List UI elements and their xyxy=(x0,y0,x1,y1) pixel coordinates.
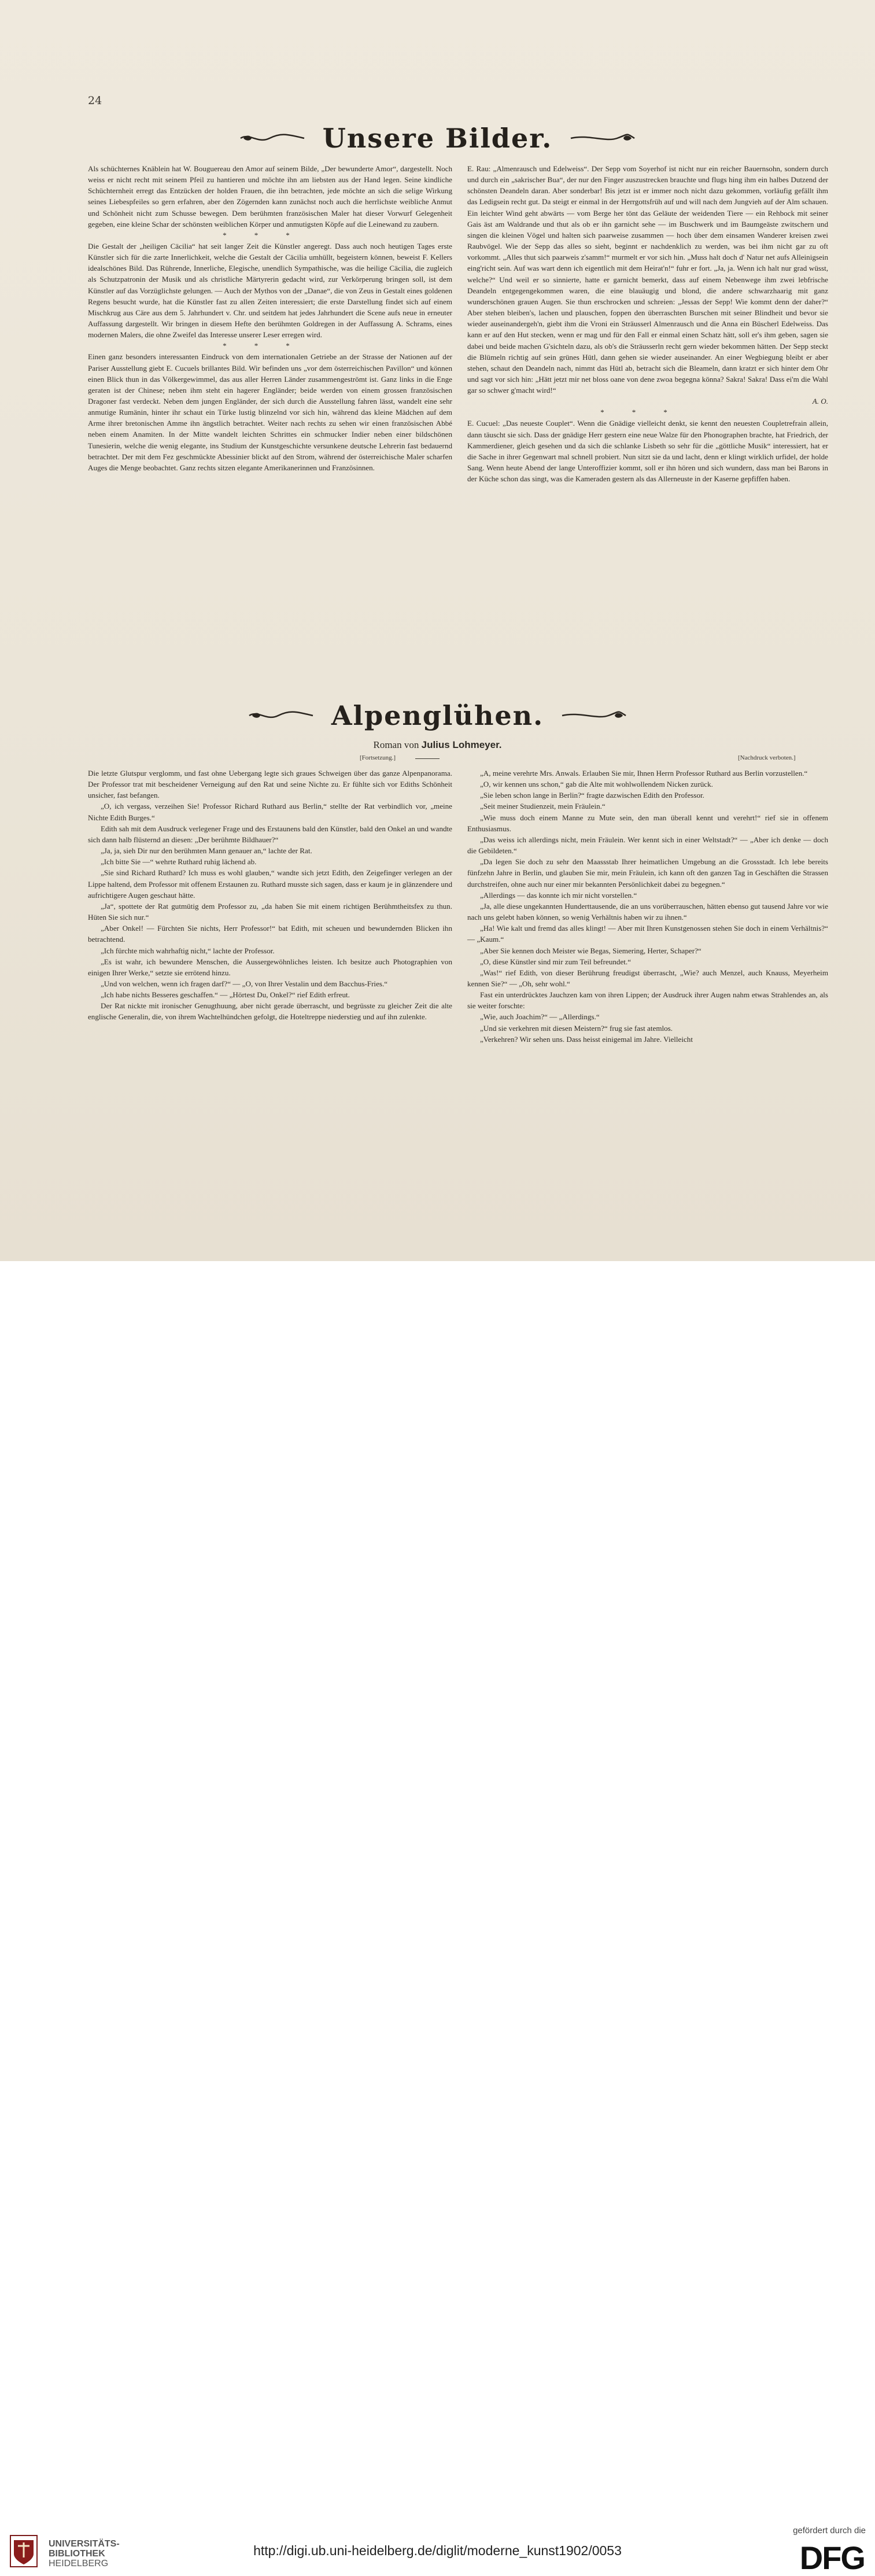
paragraph: Fast ein unterdrücktes Jauchzen kam von ihren Lippen; der Ausdruck ihrer Augen nahm etwas Strahlendes an, als sie weiter forschte: xyxy=(467,990,828,1011)
paragraph: „Und sie verkehren mit diesen Meistern?“ frug sie fast atemlos. xyxy=(480,1023,673,1033)
novel-title: Alpenglühen. xyxy=(331,700,544,731)
paragraph: „Ja, ja, sieh Dir nur den berühmten Mann genauer an,“ lachte der Rat. xyxy=(101,846,312,856)
continuation-note: [Fortsetzung.] xyxy=(360,754,396,761)
paragraph: Die Gestalt der „heiligen Cäcilia“ hat seit langer Zeit die Künstler angeregt. Dass auch noch heutigen Tages erste Künstler sich für die zarte Innerlichkeit, welche die Gestalt der Cäcilia umhüllt, begeistern können, beweist F. Kellers idealschönes Bild. Das Rührende, Innerliche, Elegische, unendlich Sympathische, was die heilige Cäcilia, die zugleich als Schutzpatronin der Musik und als christliche Märtyrerin gedacht wird, zur Verkörperung bringen soll, ist dem Künstler auf das Vorzüglichste gelungen. — Auch der Mythos von der „Danae“, die von Zeus in Gestalt eines goldenen Regens besucht wurde, hat die Künstler fast zu allen Zeiten interessiert; die erste Darstellung findet sich auf einem Mischkrug aus Cäre aus dem 5. Jahrhundert v. Chr. und seitdem hat jedes Jahrhundert die Scene aufs neue in erneuter Auffassung dargestellt. Wir bringen in diesem Hefte den berühmten Goldregen in der Auffassung A. Schrams, eines modernen Malers, die ohne Zweifel das Interesse unserer Leser erregen wird. xyxy=(88,241,452,340)
viewer-footer xyxy=(0,1261,875,2576)
paragraph: E. Rau: „Almenrausch und Edelweiss“. Der Sepp vom Soyerhof ist nicht nur ein reicher Bauernsohn, sondern durch und durch ein „sakrischer Bua“, der nur den Finger auszustrecken brauchte und flugs hing ihm ein halbes Dutzend der schönsten Deandeln daran. Aber sonderbar! Bis jetzt ist er immer noch nicht dazu gekommen, vorläufig gefällt ihm das Ledigsein recht gut. Da steigt er einmal in der Herrgottsfrüh auf und will nach dem Jungvieh auf der Alm schauen. Ein leichter Wind geht abwärts — vom Berge her tönt das Geläute der weidenden Tiere — ein Rehbock mit seiner Gais äst am Waldrande und thut als ob er ihn garnicht sehe — im Buschwerk und im Baumgeäste zwitschern und singen die kleinen Vögel und halten sich paarweise zusammen — hoch über dem einsamen Wanderer kreisen zwei Raubvögel. Wie der Sepp das alles so sieht, beginnt er nachdenklich zu werden, was bei ihm nicht gar zu oft vorkommt. „Alles thut sich paarweis z'samm!“ murmelt er vor sich hin. „Muss halt doch d' Natur net aufs Alleinigsein eing'richt sein. Auf was wart denn ich eigentlich mit dem Heirat'n!“ fuhr er fort. „Ja, ja. Wenn ich halt nur grad wüsst, welche?“ Und weil er so sinnierte, hatte er garnicht bemerkt, dass auf einem Nebenwege ihm zwei lebfrische Deandeln entgegengekommen waren, die eine blauäugig und blond, die andere schwarzhaarig mit ganz wunderschönen grauen Augen. Sie thun erschrocken und schreien: „Jessas der Sepp! Wie kommt denn der daher?“ Aber stehen bleiben's, lachen und plauschen, foppen den überraschten Burschen mit seiner Blindheit und bevor sie wieder auseinandergeh'n, giebt ihm die Vroni ein Sträusserl Almenrausch und die Anna ein Büscherl Edelweiss. Das kann er auf den Hut stecken, wenn er mag und für den Fall er einmal einen Schatz hätt, soll er's ihm geben, sagen sie dabei und beide machen G'sichteln dazu, als ob's die Sträusserln recht gern wieder bekommen hätten. Der Sepp steckt die Blümeln richtig auf sein grünes Hütl, dann gehen sie wieder auseinander. An einer Wegbiegung bleibt er aber stehen, schaut den Deandeln nach, nimmt das Hütl ab, betracht sich die Bleameln, dann kratzt er sich hinter dem Ohr und sagt vor sich hin: „Hätt jetzt mir net bloss oane von dene zwoa begegna könna? Sakra! Sakra! Dass ei'm die Wahl gar so schwer g'macht wird!“ xyxy=(467,164,828,395)
rule-divider xyxy=(415,758,440,759)
novel-byline xyxy=(0,739,875,751)
paragraph: „O, wir kennen uns schon,“ gab die Alte mit wohlwollendem Nicken zurück. xyxy=(480,780,713,789)
paragraph: „Wie, auch Joachim?“ — „Allerdings.“ xyxy=(480,1012,600,1022)
signature: A. O. xyxy=(812,397,828,406)
section-separator: *** xyxy=(600,408,695,417)
paragraph: „Ja, alle diese ungekannten Hunderttausende, die an uns vorüberrauschen, hätten ebenso gut tausend Jahre vor wie nach uns gelebt haben können, so wenig Verhältnis haben wir zu ihnen.“ xyxy=(467,901,828,922)
page-number: 24 xyxy=(88,94,102,107)
right-flourish-icon xyxy=(568,130,637,147)
paragraph: „O, diese Künstler sind mir zum Teil befreundet.“ xyxy=(480,957,632,966)
copyright-note: [Nachdruck verboten.] xyxy=(738,754,796,761)
paragraph: „O, ich vergass, verzeihen Sie! Professor Richard Ruthard aus Berlin,“ stellte der Rat verbindlich vor, „meine Nichte Edith Burges.“ xyxy=(88,802,452,822)
section-heading-unsere-bilder xyxy=(0,123,875,154)
author-name: Julius Lohmeyer. xyxy=(421,739,502,750)
paragraph: „Allerdings — das konnte ich mir nicht vorstellen.“ xyxy=(480,890,637,900)
paragraph: „Es ist wahr, ich bewundere Menschen, die Aussergewöhnliches leisten. Ich besitze auch Photographien von einigen Ihrer Werke,“ setzte sie errötend hinzu. xyxy=(88,957,452,977)
paragraph: „Ich fürchte mich wahrhaftig nicht,“ lachte der Professor. xyxy=(101,946,275,955)
alpengluehen-right-column xyxy=(467,768,828,1045)
dfg-logo: DFG xyxy=(799,2540,865,2576)
left-flourish-icon xyxy=(238,130,307,147)
paragraph: „Ja“, spottete der Rat gutmütig dem Professor zu, „da haben Sie mit einem richtigen Berühmtheitsfex zu thun. Hüten Sie sich nur.“ xyxy=(88,901,452,922)
paragraph: „Aber Onkel! — Fürchten Sie nichts, Herr Professor!“ bat Edith, mit scheuen und bewundernden Blicken ihn betrachtend. xyxy=(88,924,452,944)
paragraph: „Verkehren? Wir sehen uns. Dass heisst einigemal im Jahre. Vielleicht xyxy=(480,1034,693,1044)
paragraph: Als schüchternes Knäblein hat W. Bouguereau den Amor auf seinem Bilde, „Der bewunderte Amor“, dargestellt. Noch weiss er nicht recht mit seinem Pfeil zu hantieren und möchte ihn am liebsten aus der Hand legen. Seine kindliche Schüchternheit erregt das Entzücken der holden Frauen, die ihn betrachten, jede möchte an sich die selige Wirkung seines Liebespfeiles so gern erfahren, aber den Zögernden kann zunächst noch auch die herrlichste weibliche Anmut und Schönheit nicht zum Schusse bewegen. Dem berühmten französischen Maler hat dieser Vorwurf Gelegenheit gegeben, eine kleine Schar der schönsten weiblichen Körper und anmutigsten Köpfe auf die Leinewand zu zaubern. xyxy=(88,164,452,229)
paragraph: „Wie muss doch einem Manne zu Mute sein, den man überall kennt und verehrt!“ rief sie in offenem Enthusiasmus. xyxy=(467,813,828,833)
paragraph: „Da legen Sie doch zu sehr den Maassstab Ihrer heimatlichen Umgebung an die Grossstadt. Ich lebe bereits fünfzehn Jahre in Berlin, und glauben Sie mir, mein Fräulein, ich kann oft den ganzen Tag in Geschäften die Strassen durchstreifen, ohne auch nur einer mir bekannten Persönlichkeit dabei zu begegnen.“ xyxy=(467,857,828,889)
left-flourish-icon xyxy=(246,707,316,724)
paragraph: „Aber Sie kennen doch Meister wie Begas, Siemering, Herter, Schaper?“ xyxy=(480,946,702,955)
paragraph: E. Cucuel: „Das neueste Couplet“. Wenn die Gnädige vielleicht denkt, sie kennt den neuesten Coupletrefrain allein, dann täuscht sie sich. Dass der gnädige Herr gestern eine neue Walze für den Phonographen brachte, hat Friedrich, der Kammerdiener, gleich gesehen und da sich die schlanke Lisbeth so sehr für die „göttliche Musik“ interessiert, hat er die Sache in ihrer Gegenwart mal schnell probiert. Nun sitzt sie da und lacht, denn er klingt wirklich urfidel, der holde Sang. Wenn heute Abend der lange Unteroffizier kommt, soll er ihn hören und sich wundern, dass man bei Barons in der Küche schon das singt, was die Kameraden gestern als das Allerneuste in der Kaserne gepfiffen haben. xyxy=(467,419,828,484)
paragraph: Die letzte Glutspur verglomm, und fast ohne Uebergang legte sich graues Schweigen über das ganze Alpenpanorama. Der Professor trat mit bescheidener Verneigung auf den Rat und seine Nichte zu. Er fühlte sich vor Ediths Schönheit unsicher, fast befangen. xyxy=(88,769,452,800)
section-title: Unsere Bilder. xyxy=(322,123,553,154)
section-heading-alpengluehen xyxy=(0,700,875,731)
paragraph: „Ich habe nichts Besseres geschaffen.“ — „Hörtest Du, Onkel?“ rief Edith erfreut. xyxy=(101,990,350,1000)
institution-name: UNIVERSITÄTS- BIBLIOTHEK HEIDELBERG xyxy=(49,2539,120,2568)
paragraph: „Das weiss ich allerdings nicht, mein Fräulein. Wer kennt sich in einer Weltstadt?“ — „Aber ich denke — doch die Gebildeten.“ xyxy=(467,835,828,856)
alpengluehen-left-column xyxy=(88,768,452,1023)
paragraph: „A, meine verehrte Mrs. Anwals. Erlauben Sie mir, Ihnen Herrn Professor Ruthard aus Berlin vorzustellen.“ xyxy=(480,769,808,777)
unsere-bilder-left-column xyxy=(88,163,452,473)
funding-label: gefördert durch die xyxy=(793,2526,866,2536)
right-flourish-icon xyxy=(559,707,629,724)
scanned-page xyxy=(0,0,875,1261)
section-separator: *** xyxy=(223,230,317,239)
paragraph: „Sie leben schon lange in Berlin?“ fragte dazwischen Edith den Professor. xyxy=(480,791,704,800)
paragraph: „Ha! Wie kalt und fremd das alles klingt! — Aber mit Ihren Kunstgenossen stehen Sie doch in einem Verhältnis?“ — „Kaum.“ xyxy=(467,924,828,944)
paragraph: Der Rat nickte mit ironischer Genugthuung, aber nicht gerade überrascht, und begrüsste zu gleicher Zeit die alte englische Generalin, die, von ihrem Wachtelhündchen gefolgt, die Hoteltreppe niederstieg und auf ihn zulenkte. xyxy=(88,1001,452,1022)
paragraph: Edith sah mit dem Ausdruck verlegener Frage und des Erstaunens bald den Künstler, bald den Onkel an und wandte sich dann halb flüsternd an diesen: „Der berühmte Bildhauer?“ xyxy=(88,824,452,844)
paragraph: „Und von welchen, wenn ich fragen darf?“ — „O, von Ihrer Vestalin und dem Bacchus-Fries.“ xyxy=(101,979,388,988)
section-separator: *** xyxy=(223,341,317,351)
permalink-url[interactable]: http://digi.ub.uni-heidelberg.de/diglit/moderne_kunst1902/0053 xyxy=(253,2543,622,2558)
paragraph: „Was!“ rief Edith, von dieser Berührung freudigst überrascht, „Wie? auch Menzel, auch Knauss, Meyerheim kennen Sie?“ — „Oh, sehr wohl.“ xyxy=(467,968,828,988)
paragraph: „Sie sind Richard Ruthard? Ich muss es wohl glauben,“ wandte sich jetzt Edith, den Zeigefinger verlegen an der Lippe haltend, dem Professor mit offenem Erstaunen zu. Ruthard musste sich sagen, dass er kaum je in glänzendere und aufrichtigere Augen geschaut hätte. xyxy=(88,868,452,900)
paragraph: „Ich bitte Sie —“ wehrte Ruthard ruhig lächend ab. xyxy=(101,857,257,867)
byline-prefix: Roman von xyxy=(373,739,419,750)
paragraph: „Seit meiner Studienzeit, mein Fräulein.“ xyxy=(480,802,606,811)
paragraph: Einen ganz besonders interessanten Eindruck von dem internationalen Getriebe an der Strasse der Nationen auf der Pariser Ausstellung giebt E. Cucuels brillantes Bild. Wir befinden uns „vor dem österreichischen Pavillon“ und können einen Blick thun in das Völkergewimmel, das aus aller Herren Länder zusammengeströmt ist. Ganz links in die Enge geraten ist der Chinese; neben ihm steht ein hagerer Engländer; beide werden von einem grossen französischen Dragoner fast verdeckt. Neben dem jungen Engländer, der sich durch die Ausstellung fahren lässt, wandelt eine sehr anmutige Rumänin, hinter ihr schaut ein Türke lustig blinzelnd vor sich hin, während das kleine Mädchen auf dem Arme ihrer bretonischen Amme ihn ängstlich betrachtet. Weiter nach rechts zu sehen wir einen französischen Abbé neben einem Anamiten. In der Mitte wandelt leichten Schrittes ein schmucker Indier neben einer bildschönen Tunesierin, welche die wenig elegante, ins Studium der Kunstgeschichte versunkene deutsche Lehrerin fast bedauernd betrachtet. Der mit dem Fez geschmückte Abessinier blickt auf den Strom, während der österreichische Maler scharfen Auges die Menge beobachtet. Ganz rechts sitzen elegante Amerikanerinnen und Französinnen. xyxy=(88,352,452,472)
unsere-bilder-right-column xyxy=(467,163,828,484)
